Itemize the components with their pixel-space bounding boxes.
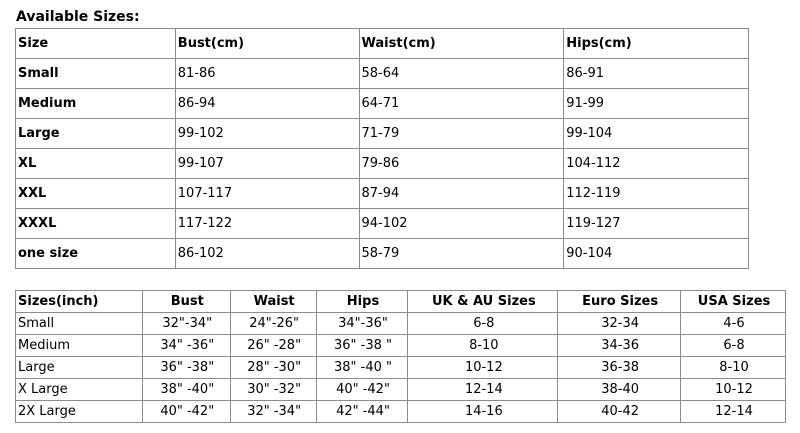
table-row: [16, 119, 749, 149]
table-row: [16, 379, 786, 401]
table-cell: XXL: [16, 179, 176, 209]
header-cell: Size: [16, 29, 176, 59]
table-cell: 86-91: [564, 59, 749, 89]
table-cell: X Large: [16, 379, 143, 401]
table-cell: 2X Large: [16, 401, 143, 423]
table-row: [16, 179, 749, 209]
header-cell: UK & AU Sizes: [408, 291, 558, 313]
table-cell: 104-112: [564, 149, 749, 179]
table-row: [16, 209, 749, 239]
table-cell: Medium: [16, 335, 143, 357]
table-cell: 99-102: [175, 119, 359, 149]
header-cell: Euro Sizes: [558, 291, 681, 313]
table-cell: 6-8: [681, 335, 786, 357]
table-cell: 36" -38": [142, 357, 230, 379]
table-cell: 119-127: [564, 209, 749, 239]
table-row: [16, 89, 749, 119]
size-table-cm: [15, 28, 749, 269]
table-cell: 34"-36": [316, 313, 408, 335]
table-row: [16, 239, 749, 269]
table-cell: 99-104: [564, 119, 749, 149]
table-cell: XXXL: [16, 209, 176, 239]
table-cell: 34-36: [558, 335, 681, 357]
table-cell: Small: [16, 313, 143, 335]
header-cell: Sizes(inch): [16, 291, 143, 313]
table-row: [16, 59, 749, 89]
table-cell: 40" -42": [142, 401, 230, 423]
table-cell: 32" -34": [230, 401, 316, 423]
table-cell: Large: [16, 119, 176, 149]
table-cell: 40" -42": [316, 379, 408, 401]
table-cell: 34" -36": [142, 335, 230, 357]
table-cell: 8-10: [681, 357, 786, 379]
header-cell: Hips: [316, 291, 408, 313]
table-row: [16, 313, 786, 335]
table-cell: 64-71: [359, 89, 564, 119]
table-row: [16, 357, 786, 379]
size-table-inch: [15, 290, 786, 423]
table-cell: 79-86: [359, 149, 564, 179]
table-cell: 86-94: [175, 89, 359, 119]
header-cell: Waist: [230, 291, 316, 313]
header-cell: USA Sizes: [681, 291, 786, 313]
table-cell: 94-102: [359, 209, 564, 239]
table-row: [16, 401, 786, 423]
table-cell: 117-122: [175, 209, 359, 239]
table-cell: 38" -40": [142, 379, 230, 401]
table-cell: 107-117: [175, 179, 359, 209]
table-cell: 86-102: [175, 239, 359, 269]
table-cell: 112-119: [564, 179, 749, 209]
table-header-row: [16, 29, 749, 59]
table-cell: 58-79: [359, 239, 564, 269]
table-cell: 32"-34": [142, 313, 230, 335]
header-cell: Bust(cm): [175, 29, 359, 59]
table-cell: 38" -40 ": [316, 357, 408, 379]
table-row: [16, 335, 786, 357]
table-cell: 6-8: [408, 313, 558, 335]
table-cell: Medium: [16, 89, 176, 119]
table-cell: 26" -28": [230, 335, 316, 357]
table-cell: 40-42: [558, 401, 681, 423]
table-cell: 32-34: [558, 313, 681, 335]
table-cell: 12-14: [408, 379, 558, 401]
table-cell: 10-12: [408, 357, 558, 379]
table-row: [16, 149, 749, 179]
table-cell: Large: [16, 357, 143, 379]
table-header-row: [16, 291, 786, 313]
table-cell: 28" -30": [230, 357, 316, 379]
table-cell: 30" -32": [230, 379, 316, 401]
table-cell: 24"-26": [230, 313, 316, 335]
table-cell: 71-79: [359, 119, 564, 149]
table-cell: XL: [16, 149, 176, 179]
table-cell: 4-6: [681, 313, 786, 335]
table-cell: 90-104: [564, 239, 749, 269]
table-cell: 87-94: [359, 179, 564, 209]
table-cell: 42" -44": [316, 401, 408, 423]
table-cell: one size: [16, 239, 176, 269]
table-cell: Small: [16, 59, 176, 89]
header-cell: Waist(cm): [359, 29, 564, 59]
table-cell: 8-10: [408, 335, 558, 357]
table-cell: 10-12: [681, 379, 786, 401]
table-cell: 58-64: [359, 59, 564, 89]
table-cell: 14-16: [408, 401, 558, 423]
table-cell: 81-86: [175, 59, 359, 89]
table-cell: 36" -38 ": [316, 335, 408, 357]
table-cell: 12-14: [681, 401, 786, 423]
table-cell: 91-99: [564, 89, 749, 119]
table-cell: 36-38: [558, 357, 681, 379]
table-cell: 38-40: [558, 379, 681, 401]
table-cell: 99-107: [175, 149, 359, 179]
header-cell: Hips(cm): [564, 29, 749, 59]
page-title: Available Sizes:: [16, 9, 140, 25]
header-cell: Bust: [142, 291, 230, 313]
